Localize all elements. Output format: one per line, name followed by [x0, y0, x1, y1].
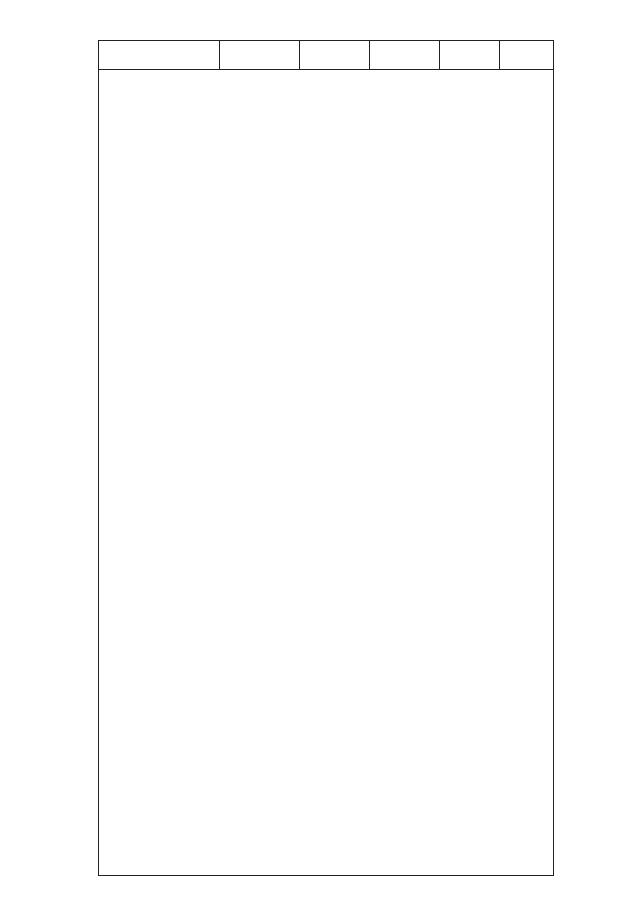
column-divider	[299, 41, 300, 69]
column-divider	[439, 41, 440, 69]
rotated-table	[98, 40, 554, 876]
appendix-note	[590, 80, 610, 340]
table-row	[99, 509, 553, 869]
table-row	[99, 69, 553, 329]
table-row	[99, 329, 553, 509]
column-divider	[499, 41, 500, 69]
column-divider	[219, 41, 220, 69]
column-divider	[369, 41, 370, 69]
